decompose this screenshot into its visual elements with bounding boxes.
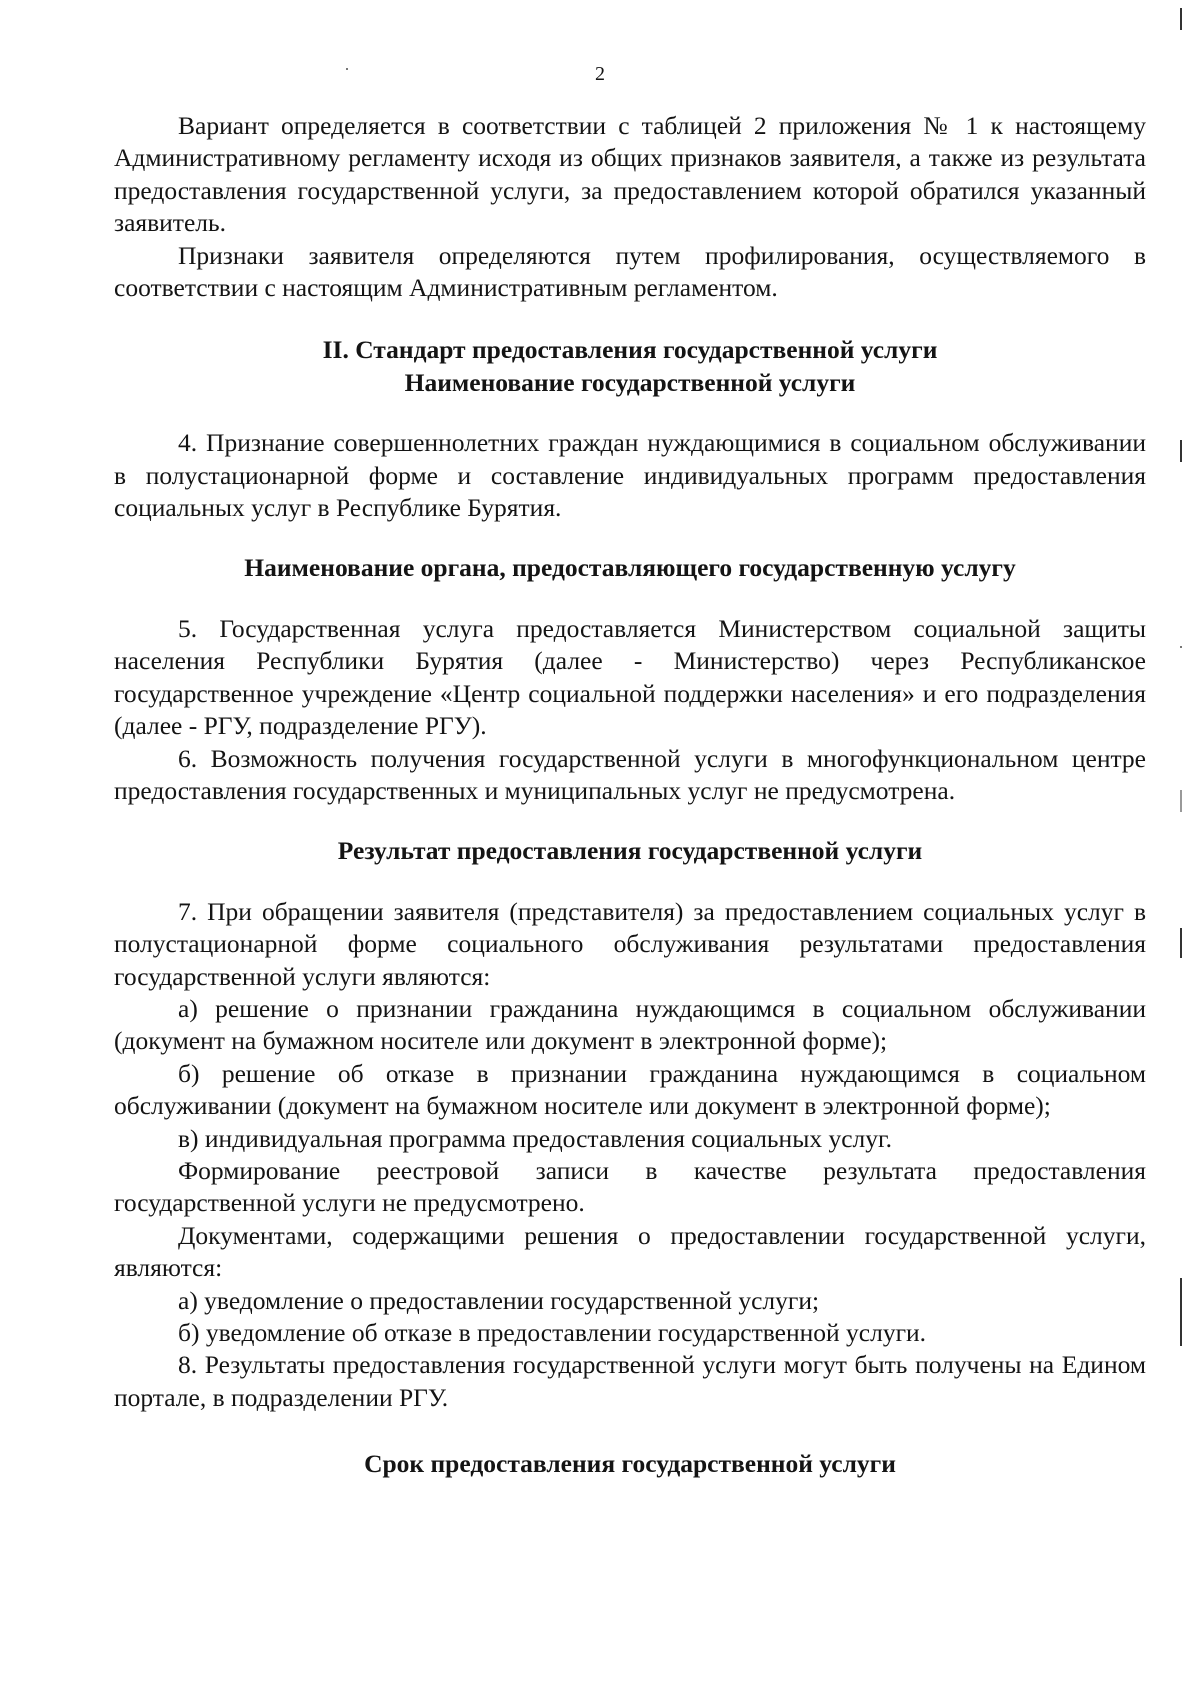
scan-artifact-mark <box>1180 1278 1182 1346</box>
item-paragraph: 8. Результаты предоставления государственной услуги могут быть получены на Едином портале, в подразделении РГУ. <box>114 1350 1146 1412</box>
page-number: 2 <box>595 63 605 85</box>
section-heading-block <box>114 334 1146 399</box>
scan-artifact-mark <box>1180 928 1182 958</box>
intro-paragraph: Вариант определяется в соответствии с таблицей 2 приложения № 1 к настоящему Административному регламенту исходя из общих признаков заявителя, а также из результата предоставления государственной услуги, за предоставлением которой обратился указанный заявитель. <box>114 111 1146 238</box>
list-item: в) индивидуальная программа предоставления социальных услуг. <box>178 1123 892 1153</box>
document-body <box>114 110 1146 1509</box>
list-item: а) решение о признании гражданина нуждающимся в социальном обслуживании (документ на бумажном носителе или документ в электронной форме); <box>114 993 1146 1056</box>
item-paragraph: 7. При обращении заявителя (представителя) за предоставлением социальных услуг в полустационарной форме социального обслуживания результатами предоставления государственной услуги являются: <box>114 896 1146 991</box>
scan-artifact-mark <box>1180 8 1182 30</box>
section-heading: II. Стандарт предоставления государственной услуги <box>322 335 938 365</box>
item-paragraph: 5. Государственная услуга предоставляется Министерством социальной защиты населения Республики Бурятия (далее - Министерство) через Республиканское государственное учреждение «Центр социальной поддержки населения» и его подразделения (далее - РГУ, подразделение РГУ). <box>114 613 1146 741</box>
subsection-heading: Наименование государственной услуги <box>404 367 856 397</box>
list-item: б) уведомление об отказе в предоставлении государственной услуги. <box>178 1318 927 1347</box>
scan-artifact-dot <box>346 68 348 70</box>
item-paragraph: Документами, содержащими решения о предоставлении государственной услуги, являются: <box>114 1220 1146 1283</box>
item-paragraph: 6. Возможность получения государственной услуги в многофункциональном центре предоставления государственных и муниципальных услуг не предусмотрена. <box>114 743 1146 805</box>
scan-artifact-dot <box>1180 646 1182 648</box>
item-paragraph: 4. Признание совершеннолетних граждан нуждающимися в социальном обслуживании в полустационарной форме и составление индивидуальных программ предоставления социальных услуг в Республике Бурятия. <box>114 428 1146 523</box>
scan-artifact-mark <box>1180 790 1182 812</box>
scan-artifact-mark <box>1180 440 1182 462</box>
list-item: а) уведомление о предоставлении государственной услуги; <box>178 1285 820 1315</box>
subsection-heading: Наименование органа, предоставляющего государственную услугу <box>244 553 1016 583</box>
subsection-heading: Срок предоставления государственной услуги <box>364 1449 896 1479</box>
subsection-heading: Результат предоставления государственной услуги <box>337 836 923 866</box>
intro-paragraph: Признаки заявителя определяются путем профилирования, осуществляемого в соответствии с настоящим Административным регламентом. <box>114 240 1146 303</box>
item-paragraph: Формирование реестровой записи в качестве результата предоставления государственной услуги не предусмотрено. <box>114 1155 1146 1218</box>
list-item: б) решение об отказе в признании гражданина нуждающимся в социальном обслуживании (документ на бумажном носителе или документ в электронной форме); <box>114 1058 1146 1121</box>
